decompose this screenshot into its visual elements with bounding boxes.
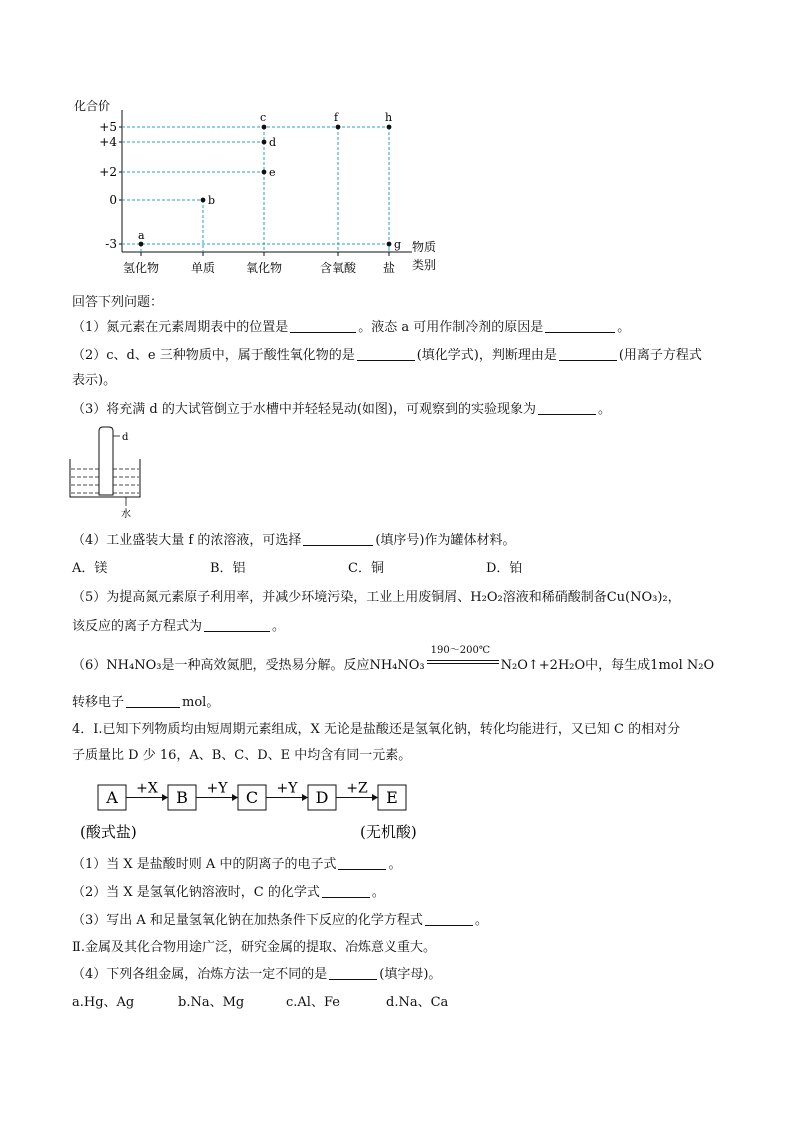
- point-g: [387, 242, 392, 247]
- option-b[interactable]: b.Na、Mg: [178, 995, 245, 1010]
- x-tick-label: 氧化物: [245, 261, 283, 275]
- answer-blank[interactable]: [290, 318, 356, 333]
- reaction-condition-arrow: 190～200℃: [427, 655, 499, 669]
- question-1: （1）氮元素在元素周期表中的位置是 。液态 a 可用作制冷剂的原因是 。: [72, 320, 631, 335]
- point-label-h: h: [385, 111, 393, 124]
- flow-box-label: B: [176, 788, 188, 807]
- answer-blank[interactable]: [126, 693, 180, 708]
- y-tick-label: +4: [99, 135, 117, 149]
- conversion-flow-diagram: [0, 775, 794, 845]
- answer-blank[interactable]: [204, 617, 270, 632]
- question-6-cont: 转移电子 mol。: [72, 695, 220, 710]
- answer-blank[interactable]: [322, 883, 370, 898]
- flow-box-label: E: [386, 788, 398, 807]
- sub-question-4: （4）下列各组金属，冶炼方法一定不同的是 (填字母)。: [72, 967, 442, 982]
- point-label-c: c: [260, 111, 267, 124]
- flow-arrow-label: +Z: [346, 780, 368, 797]
- problem-4-line-1: 4．Ⅰ.已知下列物质均由短周期元素组成，X 无论是盐酸还是氢氧化钠，转化均能进行，又已知 C 的相对分: [72, 722, 681, 737]
- flow-arrow-label: +Y: [276, 780, 298, 797]
- point-f: [336, 125, 341, 130]
- option-d[interactable]: d.Na、Ca: [386, 995, 449, 1010]
- answer-blank[interactable]: [338, 855, 386, 870]
- flow-box-label: A: [106, 788, 118, 807]
- point-e: [262, 170, 267, 175]
- answer-blank[interactable]: [559, 346, 617, 361]
- question-6: （6）NH₄NO₃是一种高效氮肥，受热易分解。反应NH₄NO₃ 190～200℃ N₂O↑+2H₂O中，每生成1mol N₂O: [72, 645, 715, 673]
- question-5-cont: 该反应的离子方程式为 。: [72, 619, 286, 634]
- question-2-cont: 表示)。: [72, 373, 117, 388]
- option-d[interactable]: D．铂: [486, 561, 523, 576]
- x-axis-label-1: 物质: [412, 240, 437, 254]
- question-4: （4）工业盛装大量 f 的浓溶液，可选择 (填序号)作为罐体材料。: [72, 533, 516, 548]
- arrow-head-icon: [302, 794, 308, 801]
- intro-text: 回答下列问题：: [72, 295, 164, 310]
- option-c[interactable]: c.Al、Fe: [286, 995, 340, 1010]
- y-tick-label: +5: [99, 120, 117, 134]
- point-d: [262, 140, 267, 145]
- x-tick-label: 氢化物: [122, 261, 160, 275]
- answer-blank[interactable]: [357, 346, 415, 361]
- part-2-intro: Ⅱ.金属及其化合物用途广泛，研究金属的提取、冶炼意义重大。: [72, 940, 436, 955]
- point-label-d: d: [269, 136, 277, 149]
- arrow-head-icon: [232, 794, 238, 801]
- answer-blank[interactable]: [545, 318, 615, 333]
- option-a[interactable]: a.Hg、Ag: [72, 995, 135, 1010]
- point-b: [201, 198, 206, 203]
- tube-label-d: d: [122, 432, 129, 443]
- arrow-head-icon: [372, 794, 378, 801]
- y-tick-label: +2: [99, 165, 117, 179]
- flow-right-note: (无机酸): [360, 823, 417, 841]
- answer-blank[interactable]: [425, 911, 473, 926]
- question-5: （5）为提高氮元素原子利用率，并减少环境污染，工业上用废铜屑、H₂O₂溶液和稀硝酸制备Cu(NO₃)₂，: [72, 590, 681, 605]
- y-axis-label: 化合价: [74, 99, 111, 113]
- sub-question-2: （2）当 X 是氢氧化钠溶液时，C 的化学式 。: [72, 885, 385, 900]
- point-label-b: b: [208, 194, 216, 207]
- x-axis-label-2: 类别: [412, 258, 437, 272]
- point-label-a: a: [138, 229, 145, 242]
- test-tube-diagram: [66, 425, 186, 520]
- option-c[interactable]: C．铜: [348, 561, 384, 576]
- y-tick-label: -3: [105, 237, 117, 251]
- x-tick-label: 盐: [382, 261, 396, 275]
- point-a: [139, 242, 144, 247]
- flow-box-label: D: [315, 788, 329, 807]
- option-b[interactable]: B．铝: [210, 561, 246, 576]
- valence-chart: [0, 0, 794, 290]
- x-tick-label: 单质: [190, 261, 216, 275]
- problem-4-line-2: 子质量比 D 少 16，A、B、C、D、E 中均含有同一元素。: [72, 748, 412, 763]
- option-a[interactable]: A．镁: [72, 561, 108, 576]
- sub-question-3: （3）写出 A 和足量氢氧化钠在加热条件下反应的化学方程式 。: [72, 913, 488, 928]
- arrow-head-icon: [162, 794, 168, 801]
- flow-left-note: (酸式盐): [80, 823, 137, 841]
- answer-blank[interactable]: [538, 400, 596, 415]
- point-label-g: g: [394, 238, 402, 251]
- sub-question-1: （1）当 X 是盐酸时则 A 中的阴离子的电子式 。: [72, 857, 402, 872]
- answer-blank[interactable]: [303, 531, 373, 546]
- x-tick-label: 含氧酸: [319, 261, 357, 275]
- question-3: （3）将充满 d 的大试管倒立于水槽中并轻轻晃动(如图)，可观察到的实验现象为 。: [72, 402, 612, 417]
- tube-label-water: 水: [121, 509, 131, 520]
- flow-box-label: C: [245, 788, 259, 807]
- question-2: （2）c、d、e 三种物质中，属于酸性氧化物的是 (填化学式)，判断理由是 (用离子方程式: [72, 348, 702, 363]
- flow-arrow-label: +X: [136, 780, 158, 797]
- flow-arrow-label: +Y: [206, 780, 228, 797]
- point-h: [387, 125, 392, 130]
- answer-blank[interactable]: [329, 965, 377, 980]
- point-c: [262, 125, 267, 130]
- point-label-e: e: [269, 166, 276, 179]
- point-label-f: f: [334, 111, 339, 124]
- y-tick-label: 0: [109, 193, 117, 207]
